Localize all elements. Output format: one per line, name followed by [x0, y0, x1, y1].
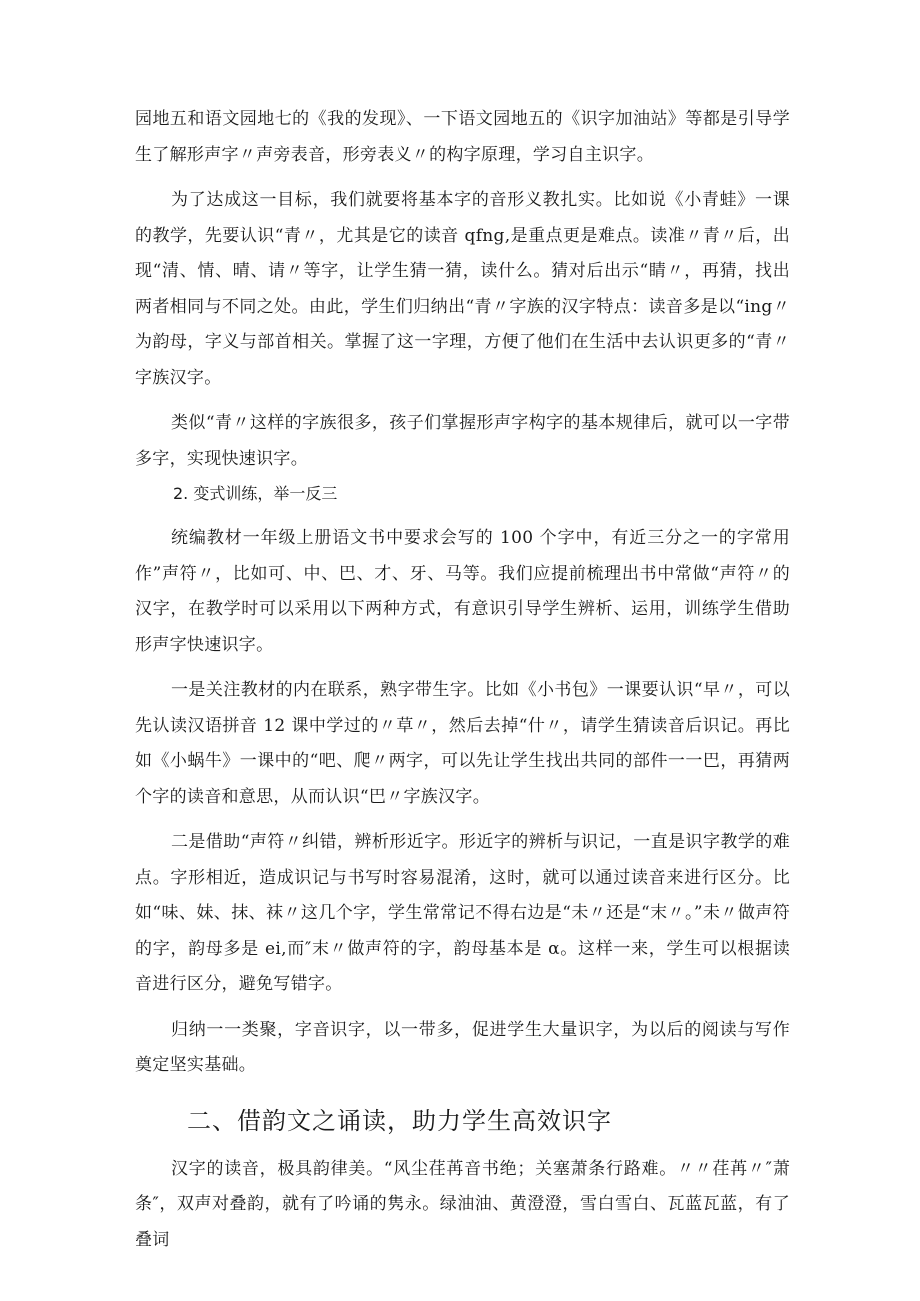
paragraph-continuation: 园地五和语文园地七的《我的发现》、一下语文园地五的《识字加油站》等都是引导学生了解形声字〃声旁表音，形旁表义〃的构字原理，学习自主识字。: [135, 109, 790, 165]
section-heading: 二、借韵文之诵读，助力学生高效识字: [187, 1106, 612, 1135]
paragraph-qing-example: 为了达成这一目标，我们就要将基本字的音形义教扎实。比如说《小青蛙》一课的教学，先要认识“青〃，尤其是它的读音 qfng,是重点更是难点。读准〃青〃后，出现“清、情、晴、请〃等字，让学生猜一猜，读什么。猜对后出示“睛〃，再猜，找出两者相同与不同之处。由此，学生们归纳出“青〃字族的汉字特点：读音多是以“ing〃为韵母，字义与部首相关。掌握了这一字理，方便了他们在生活中去认识更多的“青〃字族汉字。: [135, 190, 790, 388]
paragraph-method-one: 一是关注教材的内在联系，熟字带生字。比如《小书包》一课要认识“早〃，可以先认读汉语拼音 12 课中学过的〃草〃，然后去掉“什〃，请学生猜读音后识记。再比如《小蜗牛》一课中的“吧、爬〃两字，可以先让学生找出共同的部件一一巴，再猜两个字的读音和意思，从而认识“巴〃字族汉字。: [135, 680, 790, 807]
paragraph-word-family: 类似“青〃这样的字族很多，孩子们掌握形声字构字的基本规律后，就可以一字带多字，实现快速识字。: [135, 413, 790, 469]
paragraph-textbook-characters: 统编教材一年级上册语文书中要求会写的 100 个字中，有近三分之一的字常用作”声符〃，比如可、中、巴、才、牙、马等。我们应提前梳理出书中常做“声符〃的汉字，在教学时可以采用以下两种方式，有意识引导学生辨析、运用，训练学生借助形声字快速识字。: [135, 528, 790, 655]
paragraph-summary: 归纳一一类聚，字音识字，以一带多，促进学生大量识字，为以后的阅读与写作奠定坚实基础。: [135, 1019, 790, 1075]
section-subheading: 2. 变式训练，举一反三: [173, 484, 338, 503]
paragraph-method-two: 二是借助“声符〃纠错，辨析形近字。形近字的辨析与识记，一直是识字教学的难点。字形相近，造成识记与书写时容易混淆，这时，就可以通过读音来进行区分。比如“味、妹、抹、袜〃这几个字，学生常常记不得右边是“未〃还是“末〃。”未〃做声符的字，韵母多是 ei,而″末〃做声符的字，韵母基本是 α。这样一来，学生可以根据读音进行区分，避免写错字。: [135, 832, 790, 994]
paragraph-rhyme-reading: 汉字的读音，极具韵律美。“风尘荏苒音书绝；关塞萧条行路难。〃〃荏苒〃″萧条″，双声对叠韵，就有了吟诵的隽永。绿油油、黄澄澄，雪白雪白、瓦蓝瓦蓝，有了叠词: [135, 1158, 790, 1250]
document-body: [135, 102, 790, 1258]
